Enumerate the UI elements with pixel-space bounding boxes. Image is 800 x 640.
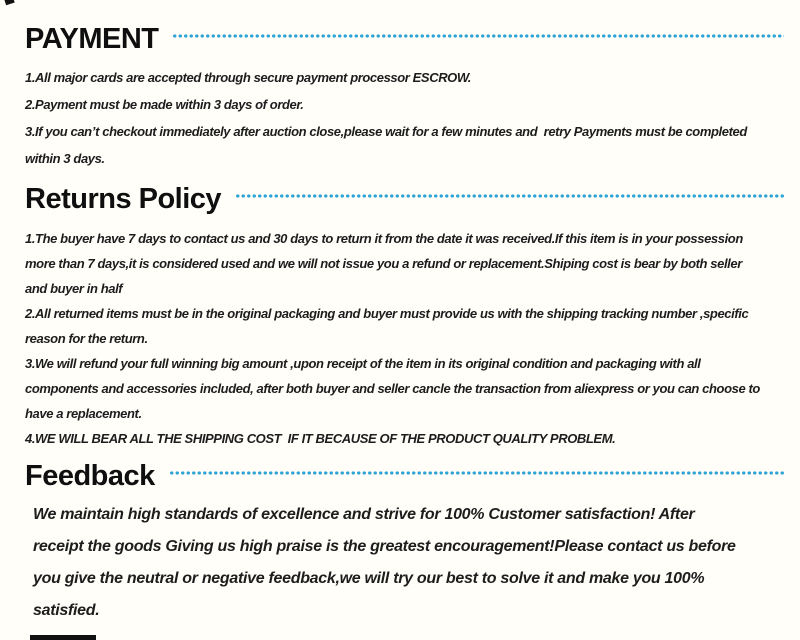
stray-mark-top: [4, 0, 14, 5]
section-feedback: [25, 461, 790, 627]
policy-line: satisfied.: [33, 602, 100, 619]
policy-line: components and accessories included, after both buyer and seller cancle the transaction from aliexpress or you can choose to: [25, 381, 760, 396]
policy-line: more than 7 days,it is considered used and we will not issue you a refund or replacement.Shiping cost is bear by both seller: [25, 256, 742, 271]
dotted-divider: [172, 32, 784, 40]
section-returns-header: [25, 184, 790, 214]
section-title-feedback: Feedback: [25, 460, 155, 492]
section-feedback-body: [25, 499, 790, 627]
section-payment: [25, 24, 790, 172]
section-payment-header: [25, 24, 790, 54]
section-returns-policy: [25, 184, 790, 451]
policy-line: and buyer in half: [25, 281, 123, 296]
section-payment-body: [25, 64, 790, 172]
policy-line: 4.WE WILL BEAR ALL THE SHIPPING COST IF IT BECAUSE OF THE PRODUCT QUALITY PROBLEM.: [25, 431, 616, 446]
policy-line: 2.Payment must be made within 3 days of order.: [25, 97, 304, 112]
stray-mark-bottom: [30, 635, 96, 640]
policy-line: 3.If you can’t checkout immediately after auction close,please wait for a few minutes and retry Payments must be completed: [25, 124, 747, 139]
section-returns-body: [25, 226, 790, 451]
policy-line: you give the neutral or negative feedback,we will try our best to solve it and make you 100%: [33, 570, 705, 587]
policy-line: 1.The buyer have 7 days to contact us and 30 days to return it from the date it was received.If this item is in your possession: [25, 231, 743, 246]
policy-line: 3.We will refund your full winning big amount ,upon receipt of the item in its original condition and packaging with all: [25, 356, 701, 371]
policy-line: reason for the return.: [25, 331, 148, 346]
policy-line: within 3 days.: [25, 151, 105, 166]
policy-line: 1.All major cards are accepted through secure payment processor ESCROW.: [25, 70, 472, 85]
dotted-divider: [235, 192, 784, 200]
policy-line: We maintain high standards of excellence and strive for 100% Customer satisfaction! After: [33, 506, 695, 523]
section-title-returns-policy: Returns Policy: [25, 183, 222, 215]
dotted-divider: [169, 469, 784, 477]
policy-line: 2.All returned items must be in the original packaging and buyer must provide us with the shipping tracking number ,specific: [25, 306, 749, 321]
section-title-payment: PAYMENT: [25, 23, 159, 55]
policy-line: have a replacement.: [25, 406, 142, 421]
section-feedback-header: [25, 461, 790, 491]
policy-line: receipt the goods Giving us high praise is the greatest encouragement!Please contact us before: [33, 538, 736, 555]
